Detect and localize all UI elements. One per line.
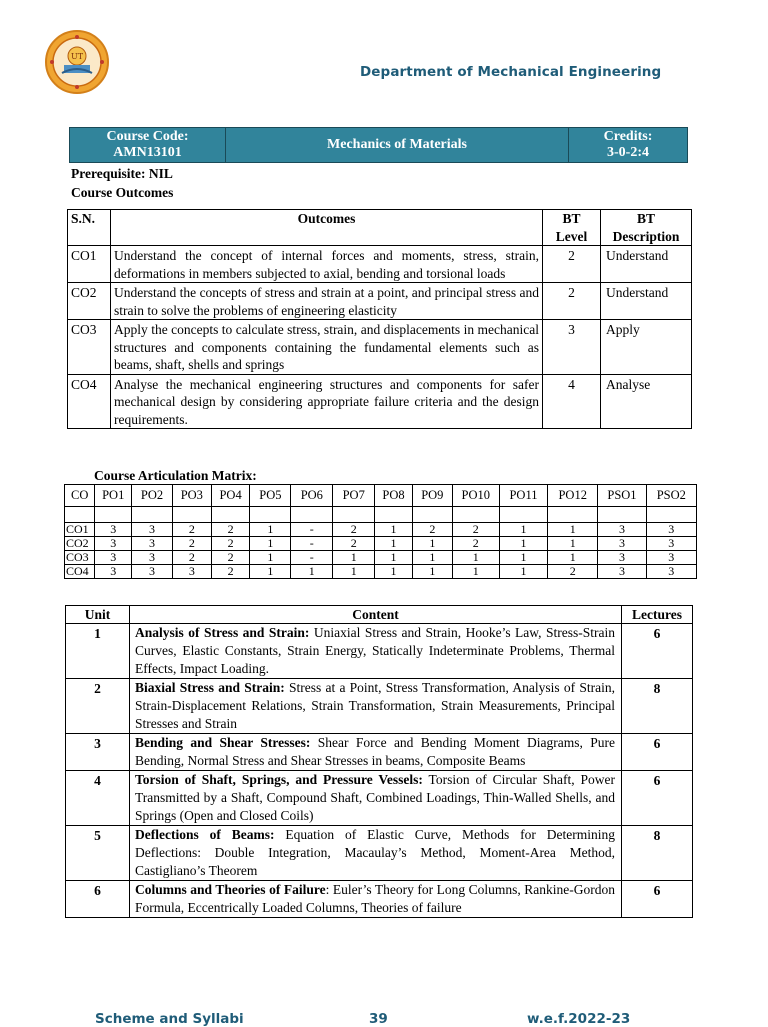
outcome-sn: CO3 (68, 320, 111, 375)
matrix-cell: 2 (172, 551, 211, 565)
unit-number: 1 (66, 624, 130, 679)
matrix-cell: 1 (499, 537, 547, 551)
matrix-cell: 1 (499, 565, 547, 579)
matrix-cell: 2 (211, 565, 250, 579)
matrix-cell: 1 (548, 523, 598, 537)
footer-page-number: 39 (369, 1011, 388, 1027)
matrix-cell: 1 (499, 551, 547, 565)
course-outcomes-title: Course Outcomes (71, 185, 174, 200)
course-code-cell (70, 128, 226, 163)
outcome-row (68, 283, 692, 320)
matrix-header-cell: PO9 (412, 485, 452, 507)
matrix-row (65, 523, 697, 537)
outcome-text: Apply the concepts to calculate stress, strain, and displacements in mechanical structures and components containing the fundamental elements such as beams, shaft, shells and springs (111, 320, 543, 375)
credits-cell (569, 128, 688, 163)
matrix-cell: - (291, 523, 333, 537)
bt-desc-header-line2: Description (612, 228, 680, 244)
outcome-bt-level: 2 (543, 246, 601, 283)
unit-number: 3 (66, 734, 130, 771)
articulation-matrix-title: Course Articulation Matrix: (94, 468, 257, 483)
articulation-matrix-table (64, 484, 697, 579)
unit-topic-title: Columns and Theories of Failure (135, 882, 326, 897)
bt-level-header (543, 210, 601, 246)
unit-content (130, 881, 622, 918)
matrix-cell: 1 (548, 537, 598, 551)
unit-lectures: 6 (622, 771, 693, 826)
svg-text:UT: UT (70, 52, 84, 61)
matrix-cell: 2 (333, 537, 375, 551)
matrix-cell: 3 (132, 551, 173, 565)
matrix-cell: 2 (211, 537, 250, 551)
matrix-cell: 2 (211, 523, 250, 537)
outcome-row (68, 246, 692, 283)
matrix-cell: 1 (291, 565, 333, 579)
unit-row (66, 826, 693, 881)
matrix-cell: 3 (646, 565, 696, 579)
matrix-spacer-cell (132, 507, 173, 523)
unit-content (130, 624, 622, 679)
matrix-co-label: CO1 (65, 523, 95, 537)
outcome-sn: CO1 (68, 246, 111, 283)
matrix-header-cell: CO (65, 485, 95, 507)
footer-date: w.e.f.2022-23 (527, 1011, 631, 1027)
matrix-cell: - (291, 537, 333, 551)
matrix-cell: 2 (333, 523, 375, 537)
matrix-spacer-cell (95, 507, 132, 523)
outcomes-header: Outcomes (111, 210, 543, 246)
bt-level-header-line2: Level (555, 228, 588, 244)
unit-lectures: 6 (622, 734, 693, 771)
matrix-cell: 3 (95, 565, 132, 579)
matrix-cell: 1 (375, 537, 413, 551)
matrix-co-label: CO2 (65, 537, 95, 551)
unit-content (130, 734, 622, 771)
matrix-spacer-cell (375, 507, 413, 523)
matrix-header-cell: PO2 (132, 485, 173, 507)
units-header-row (66, 606, 693, 624)
matrix-cell: 2 (452, 523, 499, 537)
matrix-cell: 1 (250, 523, 291, 537)
matrix-cell: 2 (548, 565, 598, 579)
matrix-cell: 1 (452, 565, 499, 579)
unit-lectures: 8 (622, 679, 693, 734)
unit-topic-title: Deflections of Beams: (135, 827, 275, 842)
matrix-co-label: CO4 (65, 565, 95, 579)
matrix-cell: 3 (172, 565, 211, 579)
outcome-row (68, 374, 692, 429)
unit-topic-title: Biaxial Stress and Strain: (135, 680, 285, 695)
outcome-sn: CO2 (68, 283, 111, 320)
matrix-cell: 3 (598, 551, 646, 565)
matrix-spacer-cell (333, 507, 375, 523)
matrix-cell: 1 (412, 565, 452, 579)
matrix-cell: 1 (548, 551, 598, 565)
matrix-spacer-cell (211, 507, 250, 523)
outcome-bt-level: 3 (543, 320, 601, 375)
unit-content (130, 771, 622, 826)
footer-scheme: Scheme and Syllabi (95, 1011, 244, 1027)
unit-row (66, 734, 693, 771)
bt-level-header-line1: BT (562, 211, 581, 226)
matrix-cell: 1 (375, 523, 413, 537)
outcome-bt-level: 2 (543, 283, 601, 320)
matrix-row (65, 551, 697, 565)
matrix-cell: 1 (333, 565, 375, 579)
matrix-cell: 1 (375, 551, 413, 565)
matrix-spacer-cell (646, 507, 696, 523)
matrix-header-cell: PO5 (250, 485, 291, 507)
credits-value: 3-0-2:4 (607, 145, 649, 160)
unit-header: Unit (66, 606, 130, 624)
unit-row (66, 624, 693, 679)
unit-row (66, 881, 693, 918)
course-code: AMN13101 (113, 145, 182, 160)
matrix-header-cell: PO7 (333, 485, 375, 507)
matrix-cell: 1 (250, 551, 291, 565)
outcome-sn: CO4 (68, 374, 111, 429)
outcome-row (68, 320, 692, 375)
matrix-cell: 2 (211, 551, 250, 565)
unit-topic-text: Equation of Elastic Curve, Methods for Determining Deflections: Double Integration, Macaulay’s Method, Moment-Area Method, Castigliano’s Theorem (135, 827, 616, 878)
unit-lectures: 6 (622, 624, 693, 679)
matrix-cell: 2 (172, 537, 211, 551)
matrix-cell: 1 (250, 565, 291, 579)
matrix-cell: 3 (95, 551, 132, 565)
matrix-cell: 3 (132, 537, 173, 551)
matrix-cell: 3 (95, 523, 132, 537)
unit-topic-title: Torsion of Shaft, Springs, and Pressure Vessels: (135, 772, 423, 787)
matrix-cell: 1 (499, 523, 547, 537)
department-heading: Department of Mechanical Engineering (360, 64, 662, 80)
matrix-cell: 3 (646, 551, 696, 565)
matrix-spacer-cell (452, 507, 499, 523)
matrix-cell: 3 (598, 565, 646, 579)
matrix-cell: 1 (452, 551, 499, 565)
unit-row (66, 771, 693, 826)
unit-number: 2 (66, 679, 130, 734)
matrix-cell: 3 (132, 523, 173, 537)
unit-topic-text: Uniaxial Stress and Strain, Hooke’s Law, Stress-Strain Curves, Elastic Constants, Strain Energy, Statically Indeterminate Problems, Thermal Effects, Impact Loading. (135, 625, 615, 676)
outcome-bt-description: Understand (601, 246, 692, 283)
outcome-bt-description: Understand (601, 283, 692, 320)
matrix-spacer-cell (172, 507, 211, 523)
outcome-text: Understand the concept of internal forces and moments, stress, strain, deformations in members subjected to axial, bending and torsional loads (111, 246, 543, 283)
matrix-row (65, 565, 697, 579)
matrix-header-cell: PO12 (548, 485, 598, 507)
unit-topic-text: Torsion of Circular Shaft, Power Transmitted by a Shaft, Compound Shaft, Combined Loadings, Thin-Walled Shells, and Springs (Open and Closed Coils) (135, 772, 616, 823)
outcome-text: Understand the concepts of stress and strain at a point, and principal stress and strain to solve the problems of engineering elasticity (111, 283, 543, 320)
unit-lectures: 8 (622, 826, 693, 881)
content-header: Content (130, 606, 622, 624)
lectures-header: Lectures (622, 606, 693, 624)
outcomes-table (67, 209, 692, 429)
matrix-cell: 3 (95, 537, 132, 551)
matrix-cell: 3 (598, 537, 646, 551)
matrix-cell: 1 (412, 551, 452, 565)
matrix-header-row (65, 485, 697, 507)
matrix-header-cell: PO1 (95, 485, 132, 507)
unit-row (66, 679, 693, 734)
unit-topic-title: Analysis of Stress and Strain: (135, 625, 310, 640)
syllabus-units-table (65, 605, 693, 918)
unit-number: 4 (66, 771, 130, 826)
matrix-header-cell: PO11 (499, 485, 547, 507)
matrix-spacer-cell (65, 507, 95, 523)
outcome-bt-description: Analyse (601, 374, 692, 429)
unit-topic-title: Bending and Shear Stresses: (135, 735, 311, 750)
course-header-box (69, 127, 688, 163)
matrix-spacer-cell (548, 507, 598, 523)
matrix-cell: 3 (646, 523, 696, 537)
unit-number: 6 (66, 881, 130, 918)
matrix-co-label: CO3 (65, 551, 95, 565)
unit-lectures: 6 (622, 881, 693, 918)
matrix-cell: 1 (375, 565, 413, 579)
unit-content (130, 679, 622, 734)
course-code-label: Course Code: (106, 129, 189, 144)
matrix-spacer-cell (598, 507, 646, 523)
matrix-cell: 3 (598, 523, 646, 537)
matrix-row (65, 537, 697, 551)
matrix-cell: 2 (172, 523, 211, 537)
credits-label: Credits: (603, 129, 653, 144)
outcomes-header-row (68, 210, 692, 246)
prerequisite: Prerequisite: NIL (71, 166, 173, 181)
matrix-cell: 1 (412, 537, 452, 551)
matrix-cell: - (291, 551, 333, 565)
matrix-cell: 2 (452, 537, 499, 551)
sn-header: S.N. (68, 210, 111, 246)
bt-description-header (601, 210, 692, 246)
matrix-spacer-row (65, 507, 697, 523)
outcome-text: Analyse the mechanical engineering structures and components for safer mechanical design by considering appropriate failure criteria and the design requirements. (111, 374, 543, 429)
bt-desc-header-line1: BT (636, 211, 655, 226)
matrix-header-cell: PO3 (172, 485, 211, 507)
course-name: Mechanics of Materials (226, 128, 569, 163)
matrix-header-cell: PO8 (375, 485, 413, 507)
unit-topic-text: Shear Force and Bending Moment Diagrams, Pure Bending, Normal Stress and Shear Stresses in beams, Composite Beams (135, 735, 615, 768)
unit-topic-text: : Euler’s Theory for Long Columns, Rankine-Gordon Formula, Eccentrically Loaded Columns, Theories of failure (135, 882, 615, 915)
matrix-header-cell: PO10 (452, 485, 499, 507)
matrix-cell: 3 (646, 537, 696, 551)
unit-number: 5 (66, 826, 130, 881)
outcome-bt-level: 4 (543, 374, 601, 429)
matrix-spacer-cell (412, 507, 452, 523)
unit-topic-text: Stress at a Point, Stress Transformation, Analysis of Strain, Strain-Displacement Relations, Strain Transformation, Strain Measurements, Principal Stresses and Strain (135, 680, 615, 731)
matrix-spacer-cell (250, 507, 291, 523)
matrix-header-cell: PO4 (211, 485, 250, 507)
outcome-bt-description: Apply (601, 320, 692, 375)
matrix-cell: 3 (132, 565, 173, 579)
matrix-header-cell: PSO1 (598, 485, 646, 507)
matrix-spacer-cell (291, 507, 333, 523)
matrix-cell: 1 (250, 537, 291, 551)
matrix-header-cell: PSO2 (646, 485, 696, 507)
matrix-cell: 2 (412, 523, 452, 537)
institute-logo-icon (44, 29, 110, 95)
matrix-spacer-cell (499, 507, 547, 523)
matrix-cell: 1 (333, 551, 375, 565)
unit-content (130, 826, 622, 881)
matrix-header-cell: PO6 (291, 485, 333, 507)
